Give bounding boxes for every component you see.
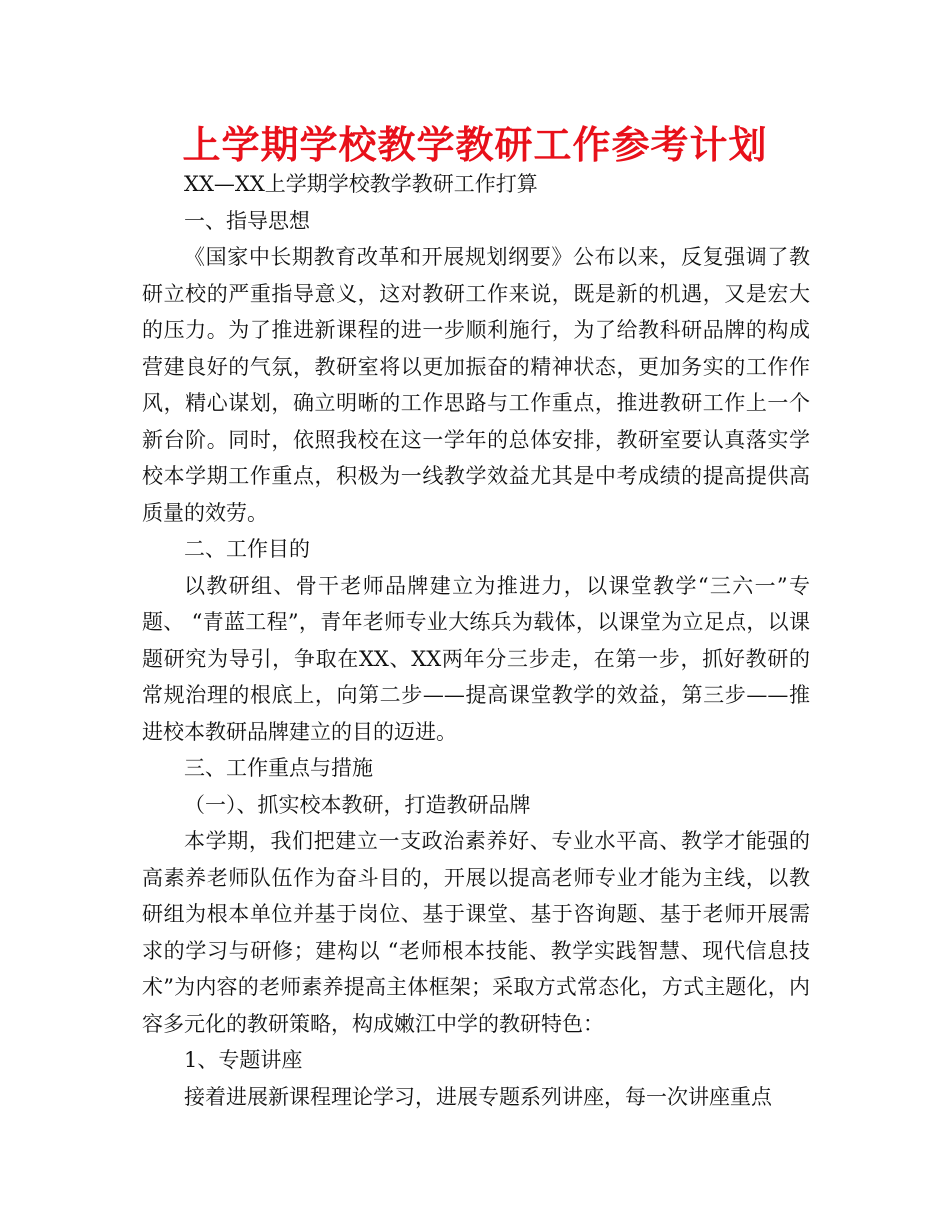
item-heading-lectures: 1、专题讲座	[184, 1048, 303, 1072]
document-body	[142, 166, 810, 1115]
paragraph-guiding-ideology: 《国家中长期教育改革和开展规划纲要》公布以来，反复强调了教研立校的严重指导意义，这对教研工作来说，既是新的机遇，又是宏大的压力。为了推进新课程的进一步顺利施行，为了给教科研品牌的构成营建良好的气氛，教研室将以更加振奋的精神状态，更加务实的工作作风，精心谋划，确立明晰的工作思路与工作重点，推进教研工作上一个新台阶。同时，依照我校在这一学年的总体安排，教研室要认真落实学校本学期工作重点，积极为一线教学效益尤其是中考成绩的提高提供高质量的效劳。	[142, 245, 810, 525]
document-title: 上学期学校教学教研工作参考计划	[182, 123, 768, 167]
subsection-heading-school-research: （一）、抓实校本教研，打造教研品牌	[184, 792, 531, 817]
paragraph-lectures: 接着进展新课程理论学习，进展专题系列讲座，每一次讲座重点	[184, 1084, 772, 1109]
section-heading-key-measures: 三、工作重点与措施	[184, 756, 373, 780]
paragraph-work-goals: 以教研组、骨干老师品牌建立为推进力，以课堂教学“三六一”专题、 “青蓝工程”，青年老师专业大练兵为载体，以课堂为立足点，以课题研究为导引，争取在XX、XX两年分三步走，在第一步，抓好教研的常规治理的根底上，向第二步——提高课堂教学的效益，第三步——推进校本教研品牌建立的目的迈进。	[142, 573, 810, 744]
section-heading-work-goals: 二、工作目的	[184, 537, 310, 561]
subtitle-line: XX—XX上学期学校教学教研工作打算	[184, 172, 538, 196]
section-heading-guiding-ideology: 一、指导思想	[184, 208, 310, 233]
paragraph-school-research: 本学期，我们把建立一支政治素养好、专业水平高、教学才能强的高素养老师队伍作为奋斗目的，开展以提高老师专业才能为主线，以教研组为根本单位并基于岗位、基于课堂、基于咨询题、基于老师开展需求的学习与研修；建构以 “老师根本技能、教学实践智慧、现代信息技术”为内容的老师素养提高主体框架；采取方式常态化，方式主题化，内容多元化的教研策略，构成嫩江中学的教研特色：	[142, 829, 810, 1036]
